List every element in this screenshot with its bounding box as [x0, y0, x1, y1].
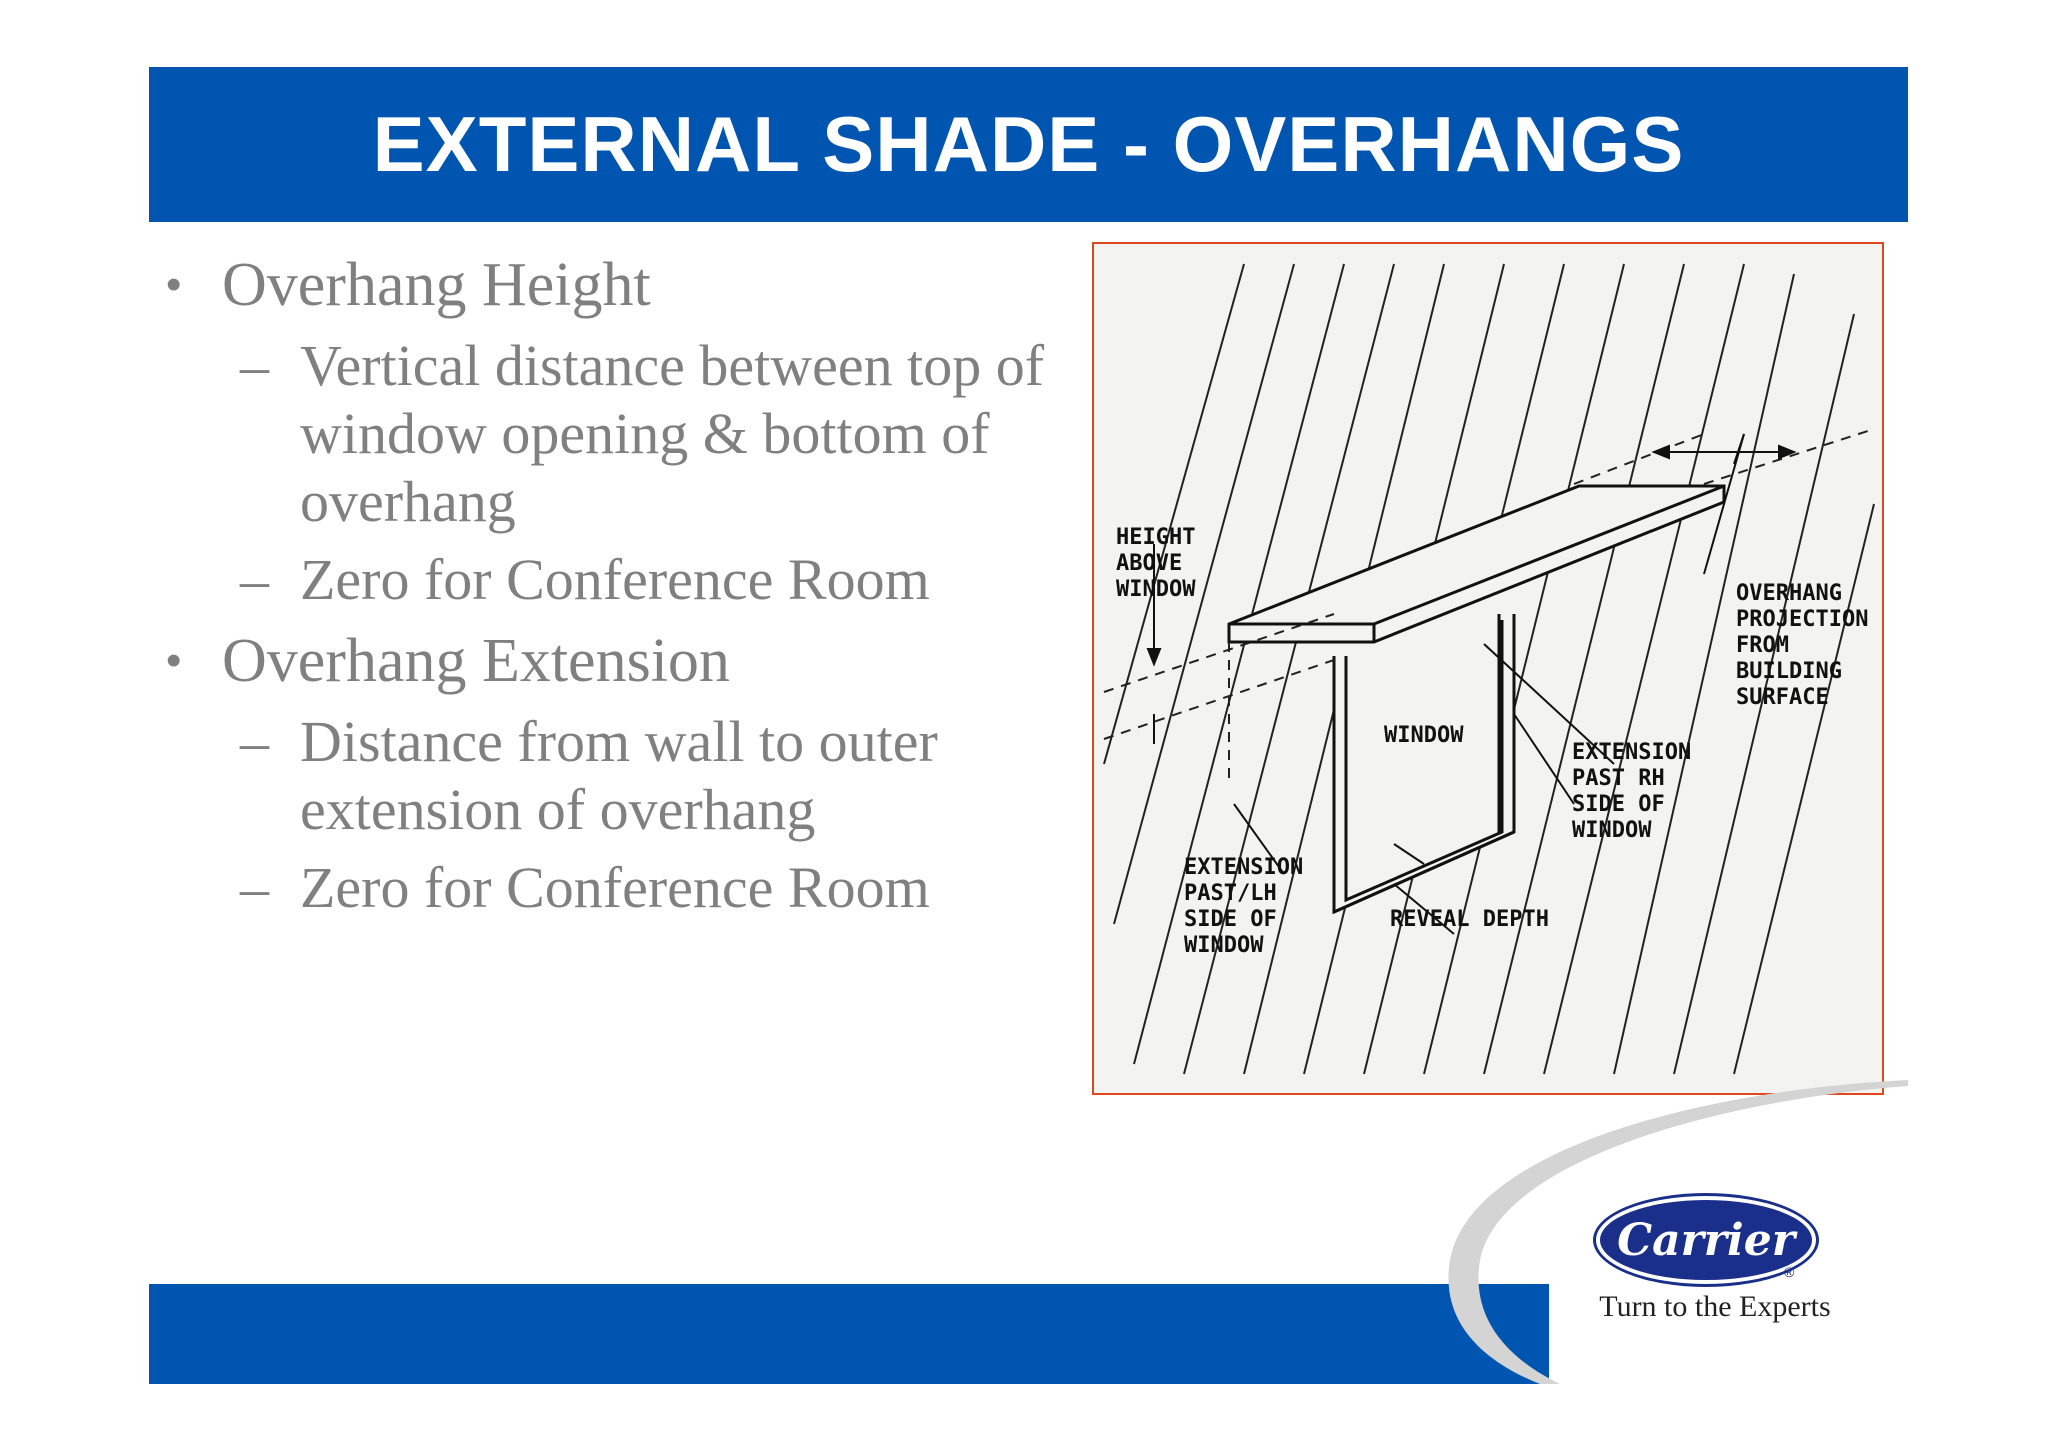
- carrier-logo: [1596, 1196, 1816, 1284]
- label-height-above-window: HEIGHT ABOVE WINDOW: [1116, 525, 1196, 602]
- sub-bullet-item: [160, 708, 1090, 844]
- label-reveal-depth: REVEAL DEPTH: [1390, 907, 1549, 932]
- registered-mark: ®: [1784, 1264, 1795, 1280]
- bullet-text: Overhang Extension: [222, 627, 730, 695]
- sub-bullet-item: [160, 546, 1090, 614]
- sub-bullet-marker: –: [240, 547, 269, 612]
- bullet-marker: •: [166, 260, 182, 309]
- label-extension-rh: EXTENSION PAST RH SIDE OF WINDOW: [1572, 740, 1692, 843]
- title-bar: [149, 67, 1908, 222]
- sub-bullet-text: Vertical distance between top of window opening & bottom of overhang: [300, 333, 1045, 534]
- sub-bullet-text: Zero for Conference Room: [300, 855, 930, 920]
- sub-bullet-marker: –: [240, 855, 269, 920]
- footer-bar: [149, 1284, 1549, 1384]
- sub-bullet-marker: –: [240, 333, 269, 398]
- logo-tagline: Turn to the Experts: [1599, 1290, 1831, 1323]
- label-extension-lh: EXTENSION PAST/LH SIDE OF WINDOW: [1184, 855, 1304, 958]
- bullet-text: Overhang Height: [222, 251, 651, 319]
- slide-title: EXTERNAL SHADE - OVERHANGS: [372, 100, 1685, 188]
- overhang-diagram: [1092, 242, 1884, 1095]
- sub-bullet-text: Distance from wall to outer extension of overhang: [300, 709, 938, 842]
- bullet-item: [160, 248, 1090, 322]
- sub-bullet-marker: –: [240, 709, 269, 774]
- bullet-marker: •: [166, 636, 182, 685]
- sub-bullet-item: [160, 854, 1090, 922]
- bullet-item: [160, 624, 1090, 698]
- sub-bullet-item: [160, 332, 1090, 536]
- label-overhang-projection: OVERHANG PROJECTION FROM BUILDING SURFACE: [1736, 581, 1869, 710]
- bullet-list: [160, 248, 1090, 932]
- label-window: WINDOW: [1384, 723, 1464, 748]
- overhang-diagram-drawing: [1094, 244, 1882, 1093]
- sub-bullet-text: Zero for Conference Room: [300, 547, 930, 612]
- logo-brand-text: Carrier: [1617, 1214, 1795, 1266]
